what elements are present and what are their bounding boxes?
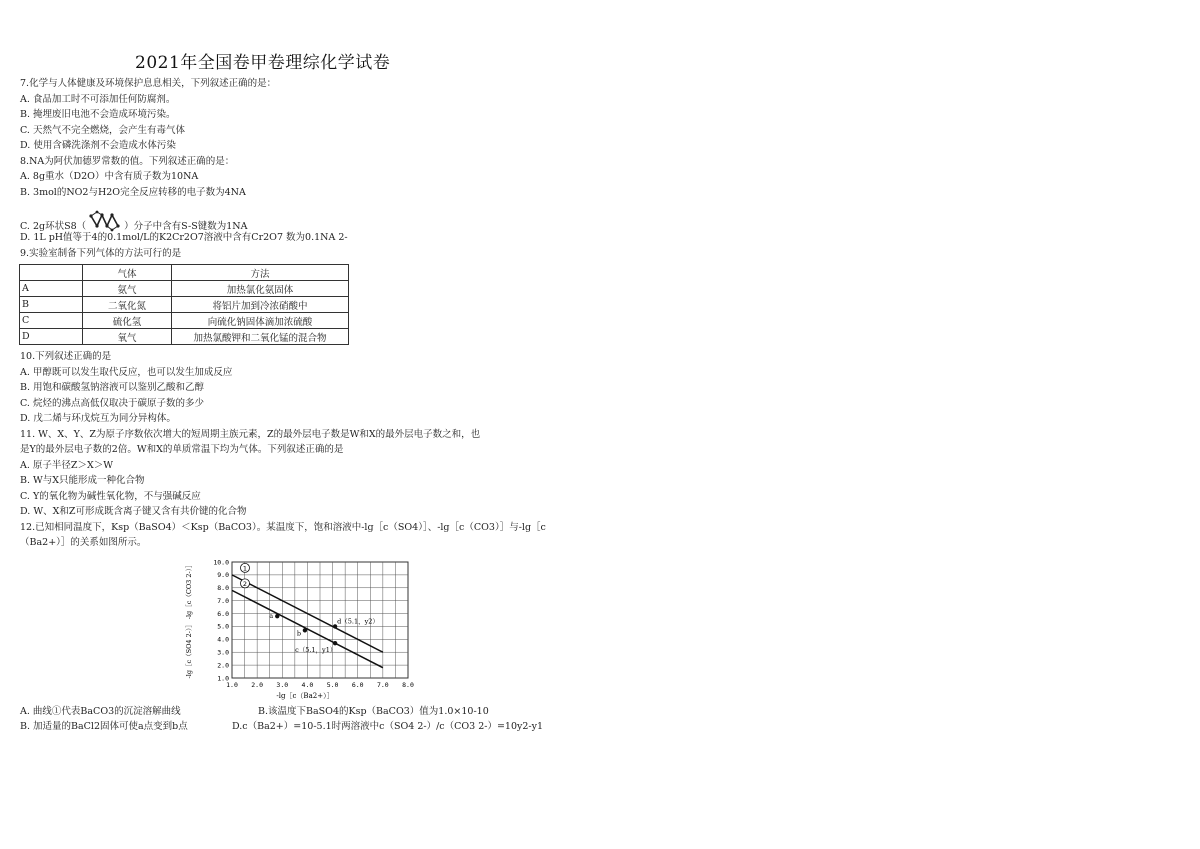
q11-option-a: A. 原子半径Z＞X＞W [20,459,114,471]
q8-option-d: D. 1L pH值等于4的0.1mol/L的K2Cr2O7溶液中含有Cr2O7 数为0.1NA 2- [20,232,348,243]
table-cell: 二氧化氮 [83,297,172,313]
table-row [20,281,349,297]
table-cell: 氧气 [83,329,172,345]
q8-option-c-post: ）分子中含有S-S键数为1NA [124,221,248,232]
table-row [20,329,349,345]
series-label-1: 1 [242,564,248,573]
q11-option-d: D. W、X和Z可形成既含离子键又含有共价键的化合物 [20,506,247,517]
q11-option-c: C. Y的氧化物为碱性氧化物，不与强碱反应 [20,490,201,502]
data-point-label: a [269,612,274,621]
x-tick-label: 3.0 [276,681,289,689]
q10-stem: 10.下列叙述正确的是 [20,351,112,362]
x-tick-label: 6.0 [351,681,364,689]
q8-option-b: B. 3mol的NO2与H2O完全反应转移的电子数为4NA [20,186,246,198]
y-tick-label: 9.0 [217,571,229,580]
y-tick-label: 8.0 [217,584,229,593]
q10-option-b: B. 用饱和碳酸氢钠溶液可以鉴别乙酸和乙醇 [20,382,205,393]
q11-stem-line-1: 11. W、X、Y、Z为原子序数依次增大的短周期主族元素，Z的最外层电子数是W和X的最外层电子数之和，也 [20,428,481,440]
table-cell: B [20,297,83,313]
q11-stem-line-2: 是Y的最外层电子数的2倍。W和X的单质常温下均为气体。下列叙述正确的是 [20,444,344,455]
data-point-label: b [296,629,302,638]
table-header-cell [20,265,83,281]
table-row [20,313,349,329]
series-label-2: 2 [242,579,248,588]
x-tick-label: 8.0 [402,681,414,689]
table-cell: 将铝片加到冷浓硝酸中 [172,297,349,313]
q7-option-b: B. 掩埋废旧电池不会造成环境污染。 [20,109,176,120]
q7-option-c: C. 天然气不完全燃烧，会产生有毒气体 [20,124,185,136]
q7-stem: 7.化学与人体健康及环境保护息息相关，下列叙述正确的是： [20,78,277,89]
table-row [20,297,349,313]
y-tick-label: 4.0 [217,635,229,644]
y-tick-label: 2.0 [217,661,229,670]
table-cell: 加热氯酸钾和二氧化锰的混合物 [172,329,349,345]
q7-option-a: A. 食品加工时不可添加任何防腐剂。 [20,93,176,105]
y-tick-label: 5.0 [217,622,229,631]
table-cell: 氨气 [83,281,172,297]
q12-chart [180,555,430,700]
x-tick-label: 1.0 [226,681,238,689]
q12-option-d: D.c（Ba2+）=10-5.1时两溶液中c（SO4 2-）/c（CO3 2-）=10y2-y1 [232,721,544,732]
page-title: 2021年全国卷甲卷理综化学试卷 [135,53,391,73]
s8-ring-molecule-icon [88,210,122,232]
q9-stem: 9.实验室制备下列气体的方法可行的是 [20,247,182,259]
x-axis-label: -lg［c（Ba2+）］ [276,692,334,700]
table-cell: 硫化氢 [83,313,172,329]
q11-option-b: B. W与X只能形成一种化合物 [20,475,145,486]
x-tick-label: 2.0 [251,681,264,689]
y-tick-label: 1.0 [217,674,229,683]
data-point-label: d（5.1，y2） [337,617,379,626]
x-tick-label: 4.0 [301,681,314,689]
q12-option-a: A. 曲线①代表BaCO3的沉淀溶解曲线 [20,706,181,717]
y-axis-label: -lg［c（SO4 2-）］ -lg［c（CO3 2-）］ [185,561,193,679]
table-cell: D [20,329,83,345]
x-tick-labels [226,681,414,689]
q7-option-d: D. 使用含磷洗涤剂不会造成水体污染 [20,140,176,151]
data-point [333,641,337,645]
x-tick-label: 7.0 [376,681,389,689]
table-cell: C [20,313,83,329]
table-cell: A [20,281,83,297]
data-point [275,614,279,618]
q12-stem-line-1: 12.已知相同温度下，Ksp（BaSO4）＜Ksp（BaCO3）。某温度下，饱和溶液中-lg［c（SO4）］、-lg［c（CO3）］与-lg［c [20,521,546,533]
q10-option-a: A. 甲醇既可以发生取代反应，也可以发生加成反应 [20,366,233,378]
q9-table [19,264,349,345]
data-point [303,628,307,632]
y-tick-labels [213,558,229,682]
table-header-cell: 方法 [172,265,349,281]
y-tick-label: 6.0 [217,609,229,618]
y-tick-label: 7.0 [217,596,229,605]
q8-stem: 8.NA为阿伏加德罗常数的值。下列叙述正确的是： [20,155,235,167]
table-header-row [20,265,349,281]
q10-option-d: D. 戊二烯与环戊烷互为同分异构体。 [20,413,176,424]
y-tick-label: 10.0 [213,558,229,567]
y-tick-label: 3.0 [217,648,229,657]
table-cell: 向硫化钠固体滴加浓硫酸 [172,313,349,329]
q8-option-c [20,210,560,230]
x-tick-label: 5.0 [326,681,339,689]
q12-option-c: B. 加适量的BaCl2固体可使a点变到b点 [20,721,188,732]
question-block-10-12 [20,349,560,551]
q10-option-c: C. 烷烃的沸点高低仅取决于碳原子数的多少 [20,397,204,409]
q8-option-c-pre: C. 2g环状S8（ [20,221,87,232]
question-block-7-8 [20,76,560,261]
q8-option-a: A. 8g重水（D2O）中含有质子数为10NA [20,171,199,182]
q12-stem-line-2: （Ba2+）］的关系如图所示。 [20,537,147,548]
q12-option-b: B.该温度下BaSO4的Ksp（BaCO3）值为1.0×10-10 [258,706,489,717]
table-header-cell: 气体 [83,265,172,281]
table-cell: 加热氯化氨固体 [172,281,349,297]
data-point-label: c（5.1，y1） [295,646,337,655]
